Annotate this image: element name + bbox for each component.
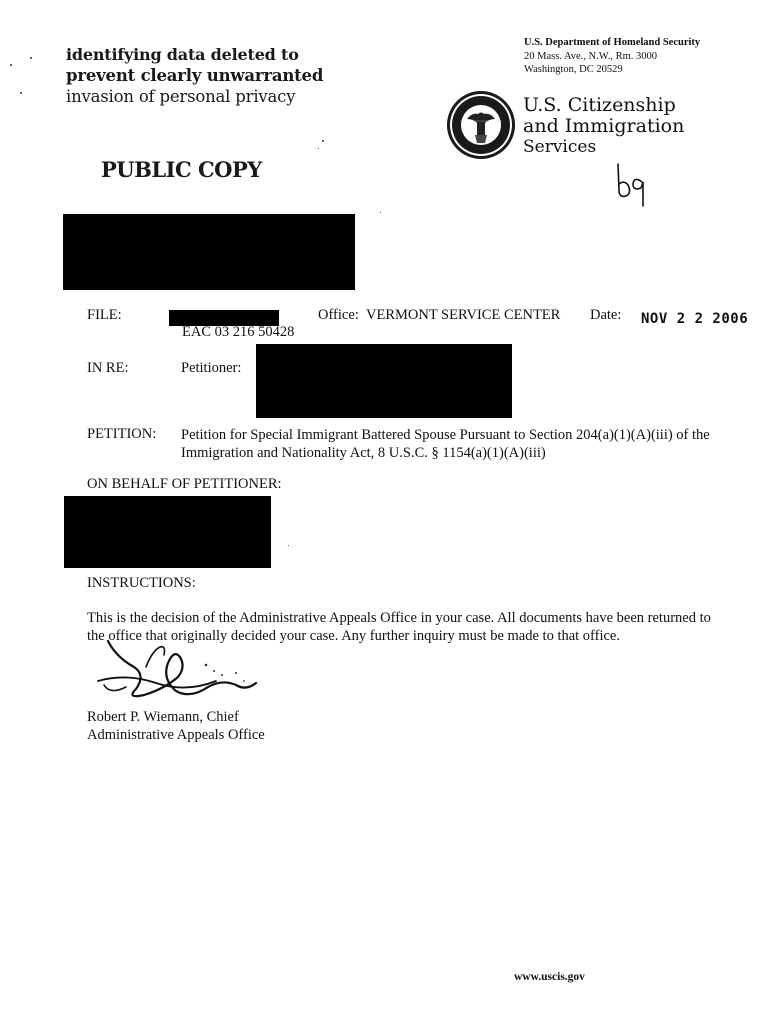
signatory-office: Administrative Appeals Office	[87, 727, 265, 743]
scan-speck	[30, 57, 32, 59]
agency-name-line-3: Services	[523, 137, 597, 157]
scan-speck	[318, 148, 319, 149]
agency-name-line-2: and Immigration	[523, 115, 685, 137]
instructions-line-1: This is the decision of the Administrative Appeals Office in your case. All documents have been returned to	[87, 610, 711, 626]
petitioner-label: Petitioner:	[181, 360, 242, 376]
agency-name	[523, 95, 684, 158]
scan-speck	[10, 64, 12, 66]
petition-line-1: Petition for Special Immigrant Battered Spouse Pursuant to Section 204(a)(1)(A)(iii) of the	[181, 427, 710, 443]
privacy-stamp-line-2: prevent clearly unwarranted	[66, 66, 324, 85]
scan-speck	[380, 212, 381, 213]
public-copy-stamp: PUBLIC COPY	[101, 157, 262, 182]
redacted-addressee-block	[63, 214, 355, 290]
scan-speck	[288, 545, 289, 546]
file-label: FILE:	[87, 307, 122, 323]
privacy-stamp	[66, 44, 326, 107]
agency-address	[524, 36, 700, 77]
petition-label: PETITION:	[87, 426, 157, 442]
petition-description	[181, 426, 710, 462]
privacy-stamp-line-1: identifying data deleted to	[66, 45, 299, 64]
redacted-petitioner-name	[256, 344, 512, 418]
instructions-label: INSTRUCTIONS:	[87, 575, 196, 591]
signatory-name: Robert P. Wiemann, Chief	[87, 709, 239, 725]
petition-line-2: Immigration and Nationality Act, 8 U.S.C. § 1154(a)(1)(A)(iii)	[181, 445, 546, 461]
signature-image	[86, 637, 266, 717]
scan-speck	[20, 92, 22, 94]
agency-name-line-1: U.S. Citizenship	[523, 94, 676, 116]
office-value: VERMONT SERVICE CENTER	[366, 307, 561, 323]
on-behalf-label: ON BEHALF OF PETITIONER:	[87, 476, 282, 492]
scan-speck	[322, 140, 324, 142]
dhs-seal-icon	[445, 89, 517, 161]
privacy-stamp-line-3: invasion of personal privacy	[66, 87, 296, 106]
office-label: Office:	[318, 307, 359, 323]
signatory-block	[87, 708, 265, 744]
street-address: 20 Mass. Ave., N.W., Rm. 3000	[524, 50, 658, 62]
receipt-number: EAC 03 216 50428	[182, 324, 295, 340]
city-address: Washington, DC 20529	[524, 64, 623, 75]
handwritten-b9-note	[612, 160, 650, 208]
in-re-label: IN RE:	[87, 360, 129, 376]
date-label: Date:	[590, 307, 622, 323]
date-stamp: NOV 2 2 2006	[641, 311, 749, 327]
department-name: U.S. Department of Homeland Security	[524, 37, 701, 48]
redacted-representative	[64, 496, 271, 568]
footer-url: www.uscis.gov	[514, 971, 585, 983]
instructions-line-2: the office that originally decided your case. Any further inquiry must be made to that office.	[87, 628, 620, 644]
